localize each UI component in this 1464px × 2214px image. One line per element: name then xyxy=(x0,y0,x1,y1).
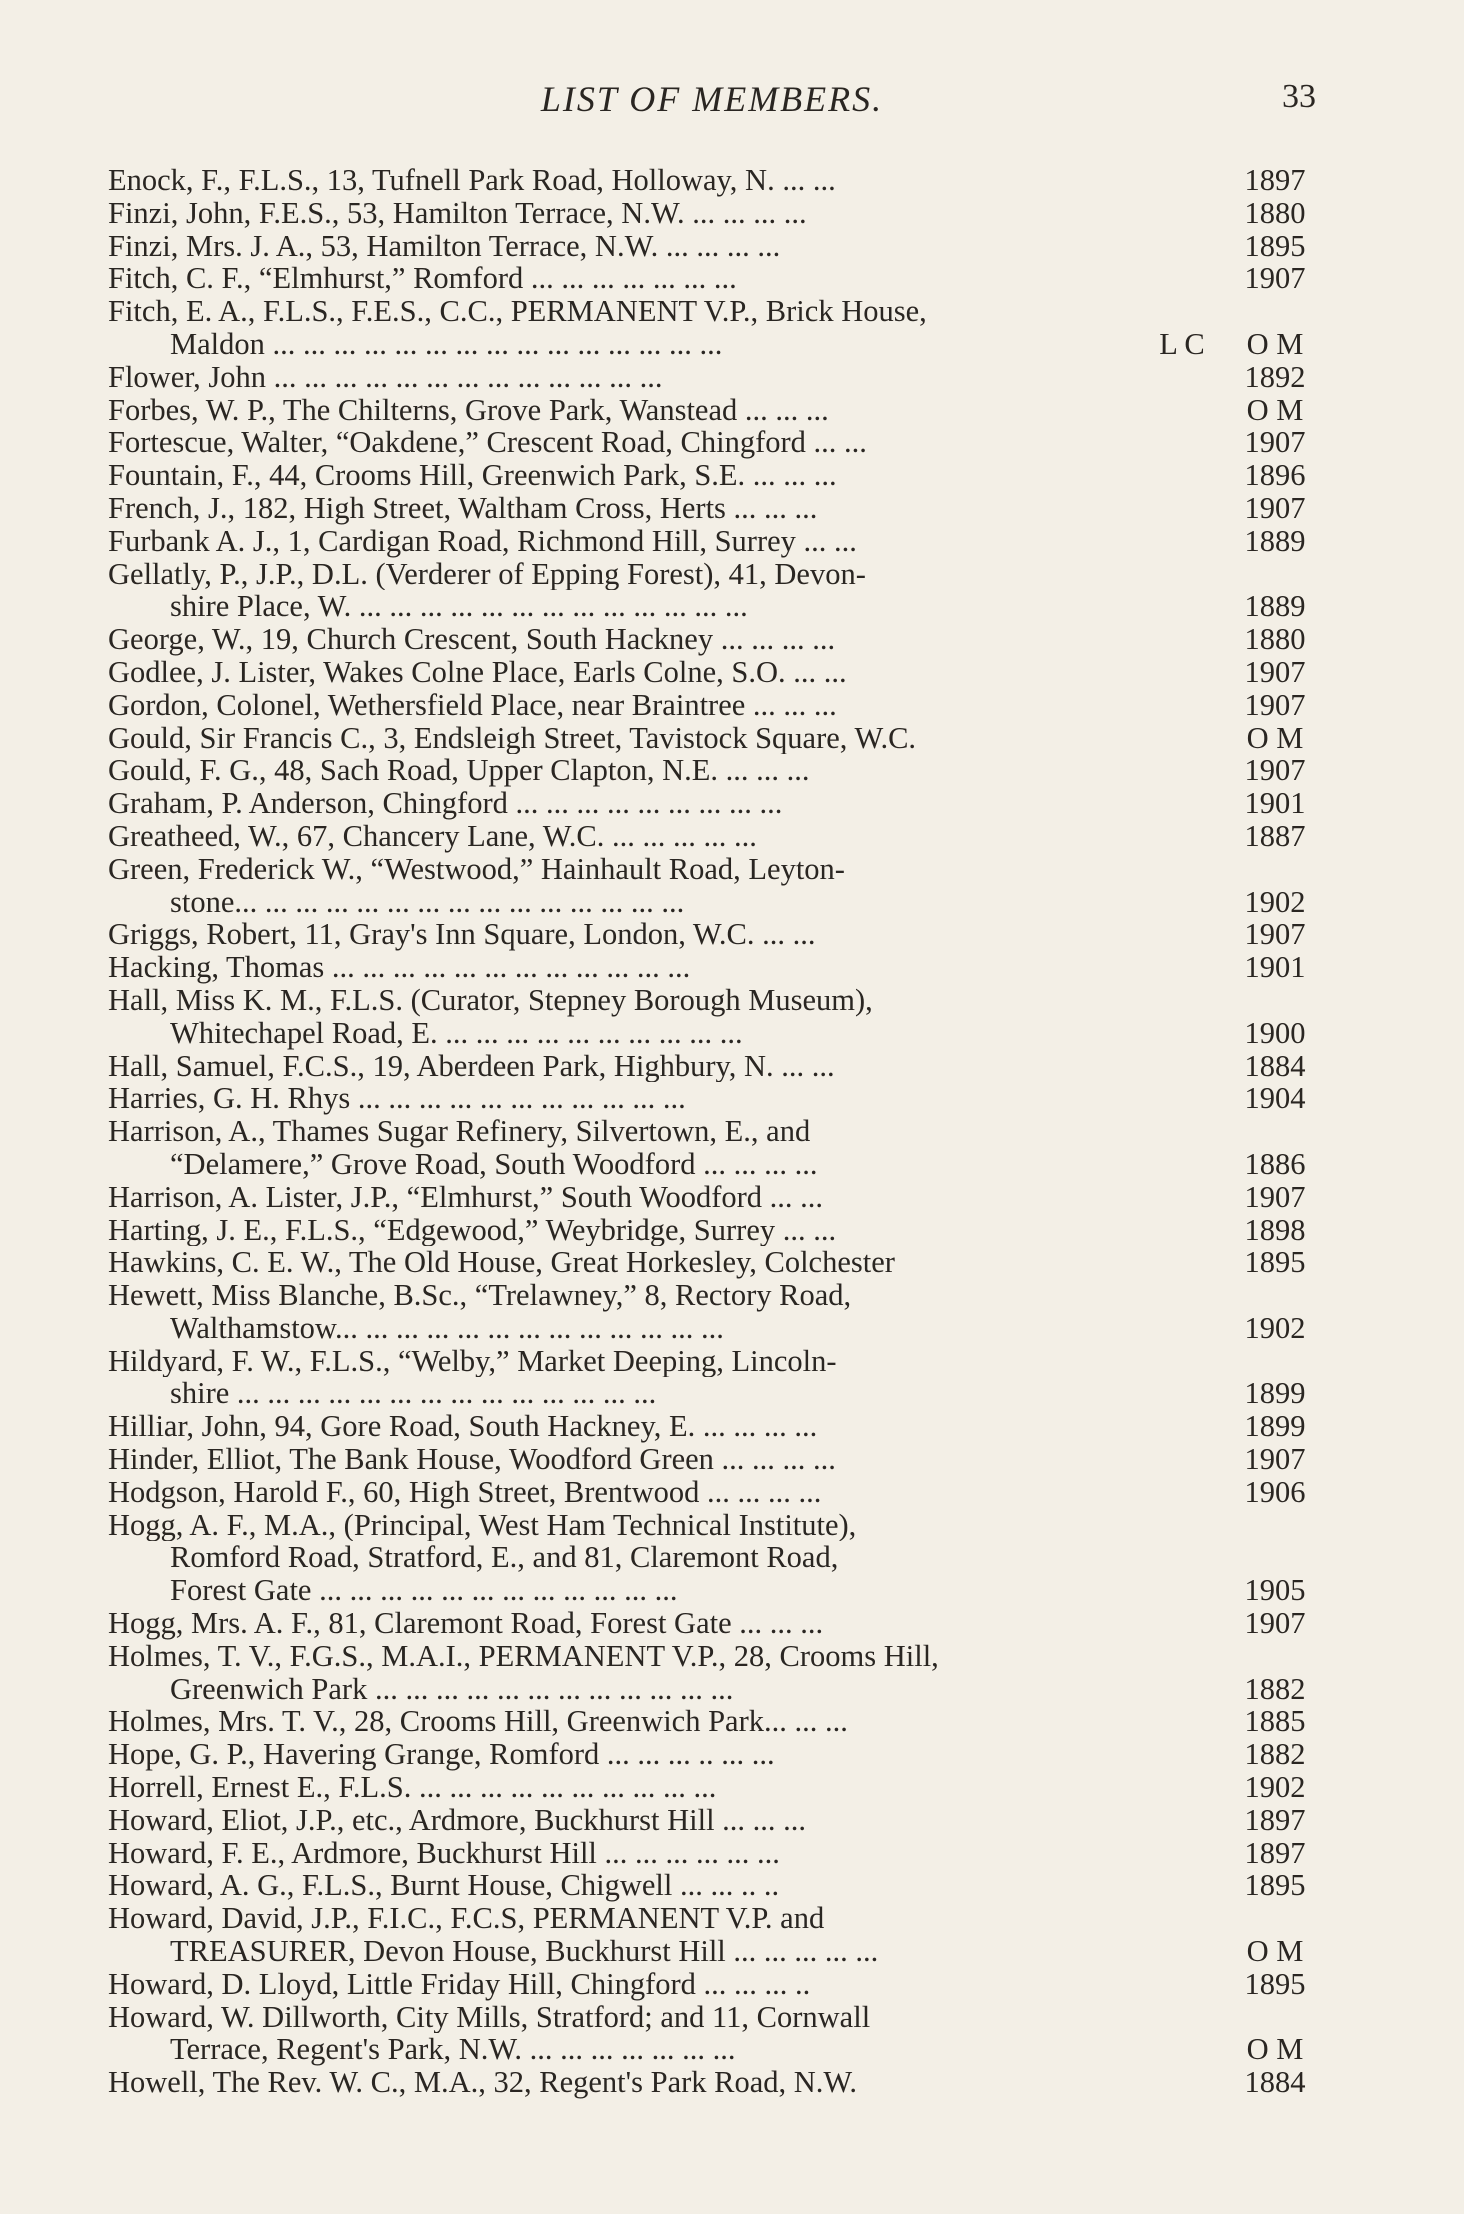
member-text: Harries, G. H. Rhys ... ... ... ... ... ... ... ... ... ... ... xyxy=(108,1082,686,1116)
member-year: 1895 xyxy=(1244,228,1306,263)
member-text: Hinder, Elliot, The Bank House, Woodford Green ... ... ... ... xyxy=(108,1443,836,1476)
member-line xyxy=(108,1738,1316,1771)
member-year: O M xyxy=(1246,1934,1304,1969)
member-line xyxy=(108,722,1316,755)
member-line xyxy=(108,1837,1316,1870)
member-year: 1885 xyxy=(1244,1704,1306,1739)
member-line xyxy=(108,1443,1316,1476)
member-continuation-line xyxy=(108,1541,1316,1574)
member-text: Hall, Miss K. M., F.L.S. (Curator, Stepney Borough Museum), xyxy=(108,983,873,1017)
member-year: 1899 xyxy=(1244,1376,1306,1411)
member-text: Hilliar, John, 94, Gore Road, South Hackney, E. ... ... ... ... xyxy=(108,1410,818,1444)
member-entry xyxy=(108,787,1316,820)
member-list xyxy=(108,164,1316,2099)
member-year: 1899 xyxy=(1244,1409,1306,1444)
member-text: Green, Frederick W., “Westwood,” Hainhault Road, Leyton- xyxy=(108,852,845,886)
member-year: 1902 xyxy=(1244,1310,1306,1345)
member-text: Gould, Sir Francis C., 3, Endsleigh Street, Tavistock Square, W.C. xyxy=(108,721,917,755)
member-entry xyxy=(108,1050,1316,1083)
member-text: Howell, The Rev. W. C., M.A., 32, Regent's Park Road, N.W. xyxy=(108,2066,858,2100)
member-line xyxy=(108,459,1316,492)
member-text: Gould, F. G., 48, Sach Road, Upper Clapton, N.E. ... ... ... xyxy=(108,754,810,788)
member-text: TREASURER, Devon House, Buckhurst Hill ... ... ... ... ... xyxy=(170,1935,879,1968)
member-year: 1905 xyxy=(1244,1573,1306,1608)
member-year: 1900 xyxy=(1244,1015,1306,1050)
member-line xyxy=(108,689,1316,722)
member-continuation-line xyxy=(108,590,1316,623)
member-text: Howard, D. Lloyd, Little Friday Hill, Chingford ... ... ... .. xyxy=(108,1967,811,2001)
member-line xyxy=(108,1705,1316,1738)
member-continuation-line xyxy=(108,886,1316,919)
member-entry xyxy=(108,1640,1316,1706)
member-year: 1895 xyxy=(1244,1966,1306,2001)
member-year: 1898 xyxy=(1244,1212,1306,1247)
member-text: Hildyard, F. W., F.L.S., “Welby,” Market Deeping, Lincoln- xyxy=(108,1344,837,1378)
member-text: Fortescue, Walter, “Oakdene,” Crescent Road, Chingford ... ... xyxy=(108,426,867,460)
member-entry xyxy=(108,1181,1316,1214)
member-text: Enock, F., F.L.S., 13, Tufnell Park Road, Holloway, N. ... ... xyxy=(108,164,836,197)
member-line xyxy=(108,1115,1316,1148)
member-text: Fitch, E. A., F.L.S., F.E.S., C.C., PERMANENT V.P., Brick House, xyxy=(108,295,927,328)
member-entry xyxy=(108,754,1316,787)
member-continuation-line xyxy=(108,328,1316,361)
member-entry xyxy=(108,1837,1316,1870)
member-text: Hewett, Miss Blanche, B.Sc., “Trelawney,” 8, Rectory Road, xyxy=(108,1279,852,1312)
member-entry xyxy=(108,1968,1316,2001)
member-entry xyxy=(108,722,1316,755)
member-text: Whitechapel Road, E. ... ... ... ... ... ... ... ... ... ... xyxy=(170,1016,743,1050)
member-entry xyxy=(108,525,1316,558)
member-text: Forbes, W. P., The Chilterns, Grove Park, Wanstead ... ... ... xyxy=(108,393,829,427)
member-continuation-line xyxy=(108,1574,1316,1607)
member-text: Griggs, Robert, 11, Gray's Inn Square, London, W.C. ... ... xyxy=(108,918,816,952)
member-text: Finzi, Mrs. J. A., 53, Hamilton Terrace, N.W. ... ... ... ... xyxy=(108,229,781,263)
member-entry xyxy=(108,1214,1316,1247)
running-head: LIST OF MEMBERS. xyxy=(540,79,884,119)
member-line xyxy=(108,558,1316,591)
member-text: Howard, F. E., Ardmore, Buckhurst Hill ... ... ... ... ... ... xyxy=(108,1836,780,1870)
member-year: 1882 xyxy=(1244,1671,1306,1706)
member-year: 1907 xyxy=(1244,1606,1306,1641)
member-entry xyxy=(108,1869,1316,1902)
member-line xyxy=(108,426,1316,459)
member-year: 1880 xyxy=(1244,622,1306,657)
member-entry xyxy=(108,1476,1316,1509)
member-text: Furbank A. J., 1, Cardigan Road, Richmond Hill, Surrey ... ... xyxy=(108,524,857,558)
member-text: Harrison, A. Lister, J.P., “Elmhurst,” South Woodford ... ... xyxy=(108,1180,824,1214)
member-year: 1884 xyxy=(1244,2065,1306,2100)
member-line xyxy=(108,787,1316,820)
member-entry xyxy=(108,984,1316,1050)
member-text: Horrell, Ernest E., F.L.S. ... ... ... ... ... ... ... ... ... ... xyxy=(108,1771,717,1804)
member-entry xyxy=(108,197,1316,230)
member-line xyxy=(108,820,1316,853)
member-year: 1901 xyxy=(1244,950,1306,985)
member-year: 1906 xyxy=(1244,1474,1306,1509)
member-year: 1907 xyxy=(1244,687,1306,722)
page-header xyxy=(108,78,1316,128)
member-text: Howard, David, J.P., F.I.C., F.C.S, PERMANENT V.P. and xyxy=(108,1902,825,1936)
member-entry xyxy=(108,918,1316,951)
member-year: 1907 xyxy=(1244,261,1306,296)
member-entry xyxy=(108,394,1316,427)
member-entry xyxy=(108,1115,1316,1181)
member-line xyxy=(108,1804,1316,1837)
member-text: Hogg, Mrs. A. F., 81, Claremont Road, Forest Gate ... ... ... xyxy=(108,1607,824,1640)
member-text: shire Place, W. ... ... ... ... ... ... ... ... ... ... ... ... ... xyxy=(170,590,748,624)
member-text: Howard, W. Dillworth, City Mills, Stratford; and 11, Cornwall xyxy=(108,2000,871,2034)
member-line xyxy=(108,197,1316,230)
member-line xyxy=(108,1214,1316,1247)
member-line xyxy=(108,1869,1316,1902)
member-entry xyxy=(108,1345,1316,1411)
member-year: 1880 xyxy=(1244,195,1306,230)
member-entry xyxy=(108,295,1316,361)
member-year: 1886 xyxy=(1244,1146,1306,1181)
member-year: 1902 xyxy=(1244,884,1306,919)
member-year: 1895 xyxy=(1244,1245,1306,1280)
member-text: Romford Road, Stratford, E., and 81, Claremont Road, xyxy=(170,1541,839,1575)
member-line xyxy=(108,262,1316,295)
member-year: 1889 xyxy=(1244,589,1306,624)
member-entry xyxy=(108,361,1316,394)
member-year: 1897 xyxy=(1244,1835,1306,1870)
member-year: 1902 xyxy=(1244,1770,1306,1805)
member-text: Hodgson, Harold F., 60, High Street, Brentwood ... ... ... ... xyxy=(108,1475,822,1509)
member-text: Hope, G. P., Havering Grange, Romford ... ... ... .. ... ... xyxy=(108,1738,775,1772)
member-line xyxy=(108,295,1316,328)
member-text: Holmes, T. V., F.G.S., M.A.I., PERMANENT V.P., 28, Crooms Hill, xyxy=(108,1639,939,1673)
member-text: Hall, Samuel, F.C.S., 19, Aberdeen Park, Highbury, N. ... ... xyxy=(108,1049,835,1083)
member-line xyxy=(108,1476,1316,1509)
member-entry xyxy=(108,1738,1316,1771)
member-text: shire ... ... ... ... ... ... ... ... ... ... ... ... ... ... xyxy=(170,1377,657,1411)
member-year: 1882 xyxy=(1244,1737,1306,1772)
member-year: 1896 xyxy=(1244,458,1306,493)
member-year: 1887 xyxy=(1244,818,1306,853)
member-text: Holmes, Mrs. T. V., 28, Crooms Hill, Greenwich Park... ... ... xyxy=(108,1705,848,1739)
member-year: 1889 xyxy=(1244,523,1306,558)
member-year: 1892 xyxy=(1244,359,1306,394)
member-entry xyxy=(108,1410,1316,1443)
member-line xyxy=(108,1279,1316,1312)
member-line xyxy=(108,164,1316,197)
member-line xyxy=(108,394,1316,427)
member-entry xyxy=(108,1771,1316,1804)
member-year: O M xyxy=(1246,2032,1304,2067)
member-text: Howard, Eliot, J.P., etc., Ardmore, Buckhurst Hill ... ... ... xyxy=(108,1803,807,1837)
member-text: French, J., 182, High Street, Waltham Cross, Herts ... ... ... xyxy=(108,491,818,525)
member-text: stone... ... ... ... ... ... ... ... ... ... ... ... ... ... ... xyxy=(170,885,685,919)
member-line xyxy=(108,525,1316,558)
member-line xyxy=(108,230,1316,263)
member-line xyxy=(108,1771,1316,1804)
page-number: 33 xyxy=(1282,78,1316,115)
member-continuation-line xyxy=(108,1935,1316,1968)
member-entry xyxy=(108,1804,1316,1837)
member-text: Gordon, Colonel, Wethersfield Place, near Braintree ... ... ... xyxy=(108,688,837,722)
member-entry xyxy=(108,951,1316,984)
member-line xyxy=(108,1640,1316,1673)
member-year: O M xyxy=(1246,392,1304,427)
member-entry xyxy=(108,1902,1316,1968)
member-entry xyxy=(108,164,1316,197)
member-entry xyxy=(108,1082,1316,1115)
member-year: 1901 xyxy=(1244,786,1306,821)
member-text: Flower, John ... ... ... ... ... ... ... ... ... ... ... ... ... xyxy=(108,360,663,394)
member-line xyxy=(108,1050,1316,1083)
member-text: Finzi, John, F.E.S., 53, Hamilton Terrace, N.W. ... ... ... ... xyxy=(108,196,807,230)
member-text: Fountain, F., 44, Crooms Hill, Greenwich Park, S.E. ... ... ... xyxy=(108,459,837,492)
member-continuation-line xyxy=(108,2033,1316,2066)
member-entry xyxy=(108,1509,1316,1607)
member-year: 1907 xyxy=(1244,490,1306,525)
member-line xyxy=(108,918,1316,951)
member-year: 1907 xyxy=(1244,1442,1306,1477)
member-line xyxy=(108,951,1316,984)
member-entry xyxy=(108,656,1316,689)
member-line xyxy=(108,1968,1316,2001)
member-line xyxy=(108,2001,1316,2034)
member-entry xyxy=(108,1705,1316,1738)
member-entry xyxy=(108,459,1316,492)
member-entry xyxy=(108,1607,1316,1640)
member-year: 1907 xyxy=(1244,425,1306,460)
member-entry xyxy=(108,1443,1316,1476)
member-text: Hacking, Thomas ... ... ... ... ... ... ... ... ... ... ... ... xyxy=(108,951,691,984)
member-line xyxy=(108,853,1316,886)
member-line xyxy=(108,1181,1316,1214)
member-line xyxy=(108,984,1316,1017)
member-continuation-line xyxy=(108,1017,1316,1050)
member-entry xyxy=(108,853,1316,919)
member-year: O M xyxy=(1246,720,1304,755)
member-text: Godlee, J. Lister, Wakes Colne Place, Earls Colne, S.O. ... ... xyxy=(108,655,847,689)
member-line xyxy=(108,492,1316,525)
member-line xyxy=(108,623,1316,656)
member-entry xyxy=(108,492,1316,525)
member-entry xyxy=(108,426,1316,459)
member-year: 1897 xyxy=(1244,1802,1306,1837)
member-entry xyxy=(108,558,1316,624)
life-compounder-mark: L C xyxy=(1159,326,1205,361)
member-year: 1907 xyxy=(1244,753,1306,788)
member-entry xyxy=(108,1279,1316,1345)
member-year: 1907 xyxy=(1244,917,1306,952)
member-text: Hogg, A. F., M.A., (Principal, West Ham Technical Institute), xyxy=(108,1508,857,1542)
member-text: Terrace, Regent's Park, N.W. ... ... ... ... ... ... ... xyxy=(170,2033,736,2067)
member-text: Hawkins, C. E. W., The Old House, Great Horkesley, Colchester xyxy=(108,1246,895,1280)
member-text: Harrison, A., Thames Sugar Refinery, Silvertown, E., and xyxy=(108,1115,811,1148)
member-entry xyxy=(108,623,1316,656)
member-line xyxy=(108,1345,1316,1378)
member-entry xyxy=(108,230,1316,263)
member-year: 1904 xyxy=(1244,1081,1306,1116)
member-year: O M xyxy=(1246,326,1304,361)
member-text: Howard, A. G., F.L.S., Burnt House, Chigwell ... ... .. .. xyxy=(108,1869,780,1903)
member-line xyxy=(108,1902,1316,1935)
member-text: Greatheed, W., 67, Chancery Lane, W.C. ... ... ... ... ... xyxy=(108,819,757,853)
member-entry xyxy=(108,2001,1316,2067)
member-continuation-line xyxy=(108,1673,1316,1706)
member-continuation-line xyxy=(108,1148,1316,1181)
member-line xyxy=(108,1082,1316,1115)
member-line xyxy=(108,1246,1316,1279)
member-line xyxy=(108,1410,1316,1443)
member-entry xyxy=(108,1246,1316,1279)
member-text: Maldon ... ... ... ... ... ... ... ... ... ... ... ... ... ... ... xyxy=(170,327,723,361)
member-line xyxy=(108,2066,1316,2099)
member-text: “Delamere,” Grove Road, South Woodford ... ... ... ... xyxy=(170,1147,818,1181)
member-entry xyxy=(108,689,1316,722)
member-year: 1895 xyxy=(1244,1868,1306,1903)
member-text: George, W., 19, Church Crescent, South Hackney ... ... ... ... xyxy=(108,623,836,656)
member-line xyxy=(108,1509,1316,1542)
member-text: Walthamstow... ... ... ... ... ... ... ... ... ... ... ... ... xyxy=(170,1311,724,1345)
member-line xyxy=(108,1607,1316,1640)
member-entry xyxy=(108,820,1316,853)
member-text: Fitch, C. F., “Elmhurst,” Romford ... ... ... ... ... ... ... xyxy=(108,262,737,296)
member-text: Forest Gate ... ... ... ... ... ... ... ... ... ... ... ... xyxy=(170,1574,678,1608)
member-year: 1884 xyxy=(1244,1048,1306,1083)
member-year: 1907 xyxy=(1244,654,1306,689)
member-line xyxy=(108,656,1316,689)
member-year: 1897 xyxy=(1244,163,1306,197)
member-line xyxy=(108,361,1316,394)
member-text: Harting, J. E., F.L.S., “Edgewood,” Weybridge, Surrey ... ... xyxy=(108,1213,837,1247)
member-text: Gellatly, P., J.P., D.L. (Verderer of Epping Forest), 41, Devon- xyxy=(108,557,866,591)
member-year: 1907 xyxy=(1244,1179,1306,1214)
member-continuation-line xyxy=(108,1377,1316,1410)
member-line xyxy=(108,754,1316,787)
member-continuation-line xyxy=(108,1312,1316,1345)
member-text: Graham, P. Anderson, Chingford ... ... ... ... ... ... ... ... ... xyxy=(108,787,783,820)
member-entry xyxy=(108,262,1316,295)
member-text: Greenwich Park ... ... ... ... ... ... ... ... ... ... ... ... xyxy=(170,1672,734,1706)
member-entry xyxy=(108,2066,1316,2099)
